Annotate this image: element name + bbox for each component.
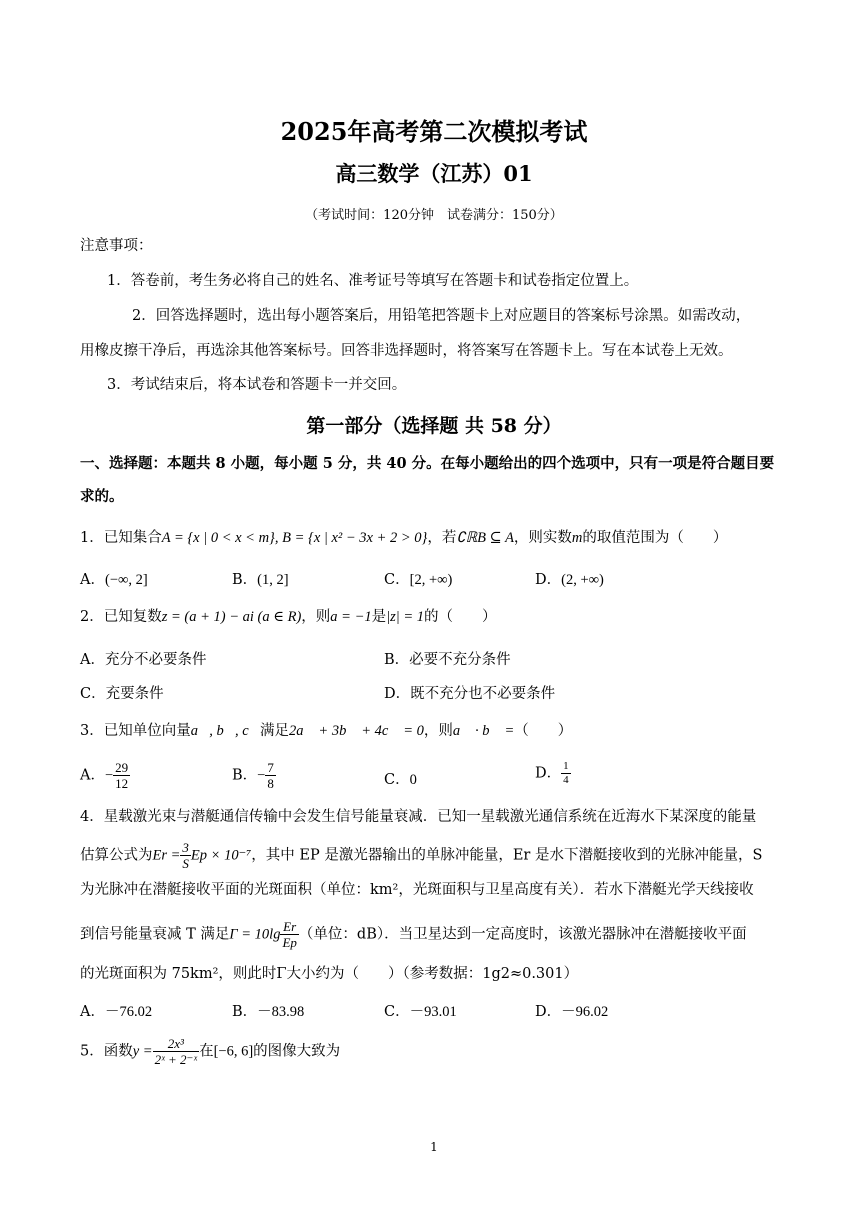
q3-option-d: D． $\frac{1}{4}$ xyxy=(535,760,569,786)
q2-option-c: C．充要条件 xyxy=(80,686,164,702)
question-4-line-4: 到信号能量衰减 T 满足Γ = 10lg $\frac{Er}{Ep}$ （单位：dB）．当卫星达到一定高度时，该激光器脉冲在潜艇接收平面 xyxy=(80,919,747,950)
part1-title: 第一部分（选择题 共 58 分） xyxy=(306,415,562,437)
q1-option-b: B．(1, 2] xyxy=(232,572,289,588)
question-1-stem: 1．已知集合A = {x | 0 < x < m}, B = {x | x² − 3x + 2 > 0}，若∁ℝB ⊆ A，则实数m的取值范围为（ ） xyxy=(80,530,728,546)
question-4-line-1: 4．星载激光束与潜艇通信传输中会发生信号能量衰减．已知一星载激光通信系统在近海水下某深度的能量 xyxy=(80,809,757,825)
part1-instruction-line-2: 求的。 xyxy=(80,488,124,505)
q1-option-c: C．[2, +∞) xyxy=(384,572,453,588)
question-3-stem: 3．已知单位向量a⃗, b⃗, c⃗满足2a⃗ + 3b⃗ + 4c⃗ = 0，则a⃗ · b⃗ =（ ） xyxy=(80,723,573,739)
q2-option-d: D．既不充分也不必要条件 xyxy=(384,686,556,702)
q4-option-d: D．－96.02 xyxy=(535,1004,609,1020)
part1-instruction-line-1: 一、选择题：本题共 8 小题，每小题 5 分，共 40 分。在每小题给出的四个选项中，只有一项是符合题目要 xyxy=(80,455,775,472)
q2-option-b: B．必要不充分条件 xyxy=(384,652,511,668)
question-4-line-2: 估算公式为Er = $\frac{3}{S}$ Ep × 10⁻⁷，其中 EP 是激光器输出的单脉冲能量，Er 是水下潜艇接收到的光脉冲能量，S xyxy=(80,840,763,871)
notes-heading: 注意事项： xyxy=(80,238,153,254)
q4-option-b: B．－83.98 xyxy=(232,1004,305,1020)
q3-option-b: B．− $\frac{7}{8}$ xyxy=(232,760,274,791)
note-item-2-line-1: 2．回答选择题时，选出每小题答案后，用铅笔把答题卡上对应题目的答案标号涂黑。如需改动， xyxy=(132,308,751,324)
q3-option-c: C．0 xyxy=(384,772,417,788)
q4-option-a: A．－76.02 xyxy=(80,1004,153,1020)
q1-option-d: D．(2, +∞) xyxy=(535,572,604,588)
question-5-stem: 5．函数y = $\frac{\text{2x³}}{\text{2ˣ + 2⁻ˣ}}$ 在[−6, 6]的图像大致为 xyxy=(80,1036,341,1067)
exam-subtitle: 高三数学（江苏）01 xyxy=(335,161,533,186)
q3-option-a: A．− $\frac{29}{12}$ xyxy=(80,760,129,791)
exam-info: （考试时间：120分钟 试卷满分：150分） xyxy=(305,208,563,223)
question-4-line-5: 的光斑面积为 75km²，则此时Γ大小约为（ ）（参考数据：1g2≈0.301） xyxy=(80,966,579,982)
q1-option-a: A．(−∞, 2] xyxy=(80,572,148,588)
q2-option-a: A．充分不必要条件 xyxy=(80,652,207,668)
question-4-line-3: 为光脉冲在潜艇接收平面的光斑面积（单位：km²，光斑面积与卫星高度有关）．若水下潜艇光学天线接收 xyxy=(80,882,754,898)
note-item-1: 1．答卷前，考生务必将自己的姓名、准考证号等填写在答题卡和试卷指定位置上。 xyxy=(107,273,639,289)
page-number: 1 xyxy=(430,1140,438,1154)
note-item-3: 3．考试结束后，将本试卷和答题卡一并交回。 xyxy=(107,377,407,393)
q4-option-c: C．－93.01 xyxy=(384,1004,457,1020)
exam-title: 2025年高考第二次模拟考试 xyxy=(280,117,588,146)
question-2-stem: 2．已知复数z = (a + 1) − ai (a ∈ R)，则a = −1是|z| = 1的（ ） xyxy=(80,609,497,625)
note-item-2-line-2: 用橡皮擦干净后，再选涂其他答案标号。回答非选择题时，将答案写在答题卡上。写在本试卷上无效。 xyxy=(80,343,733,359)
